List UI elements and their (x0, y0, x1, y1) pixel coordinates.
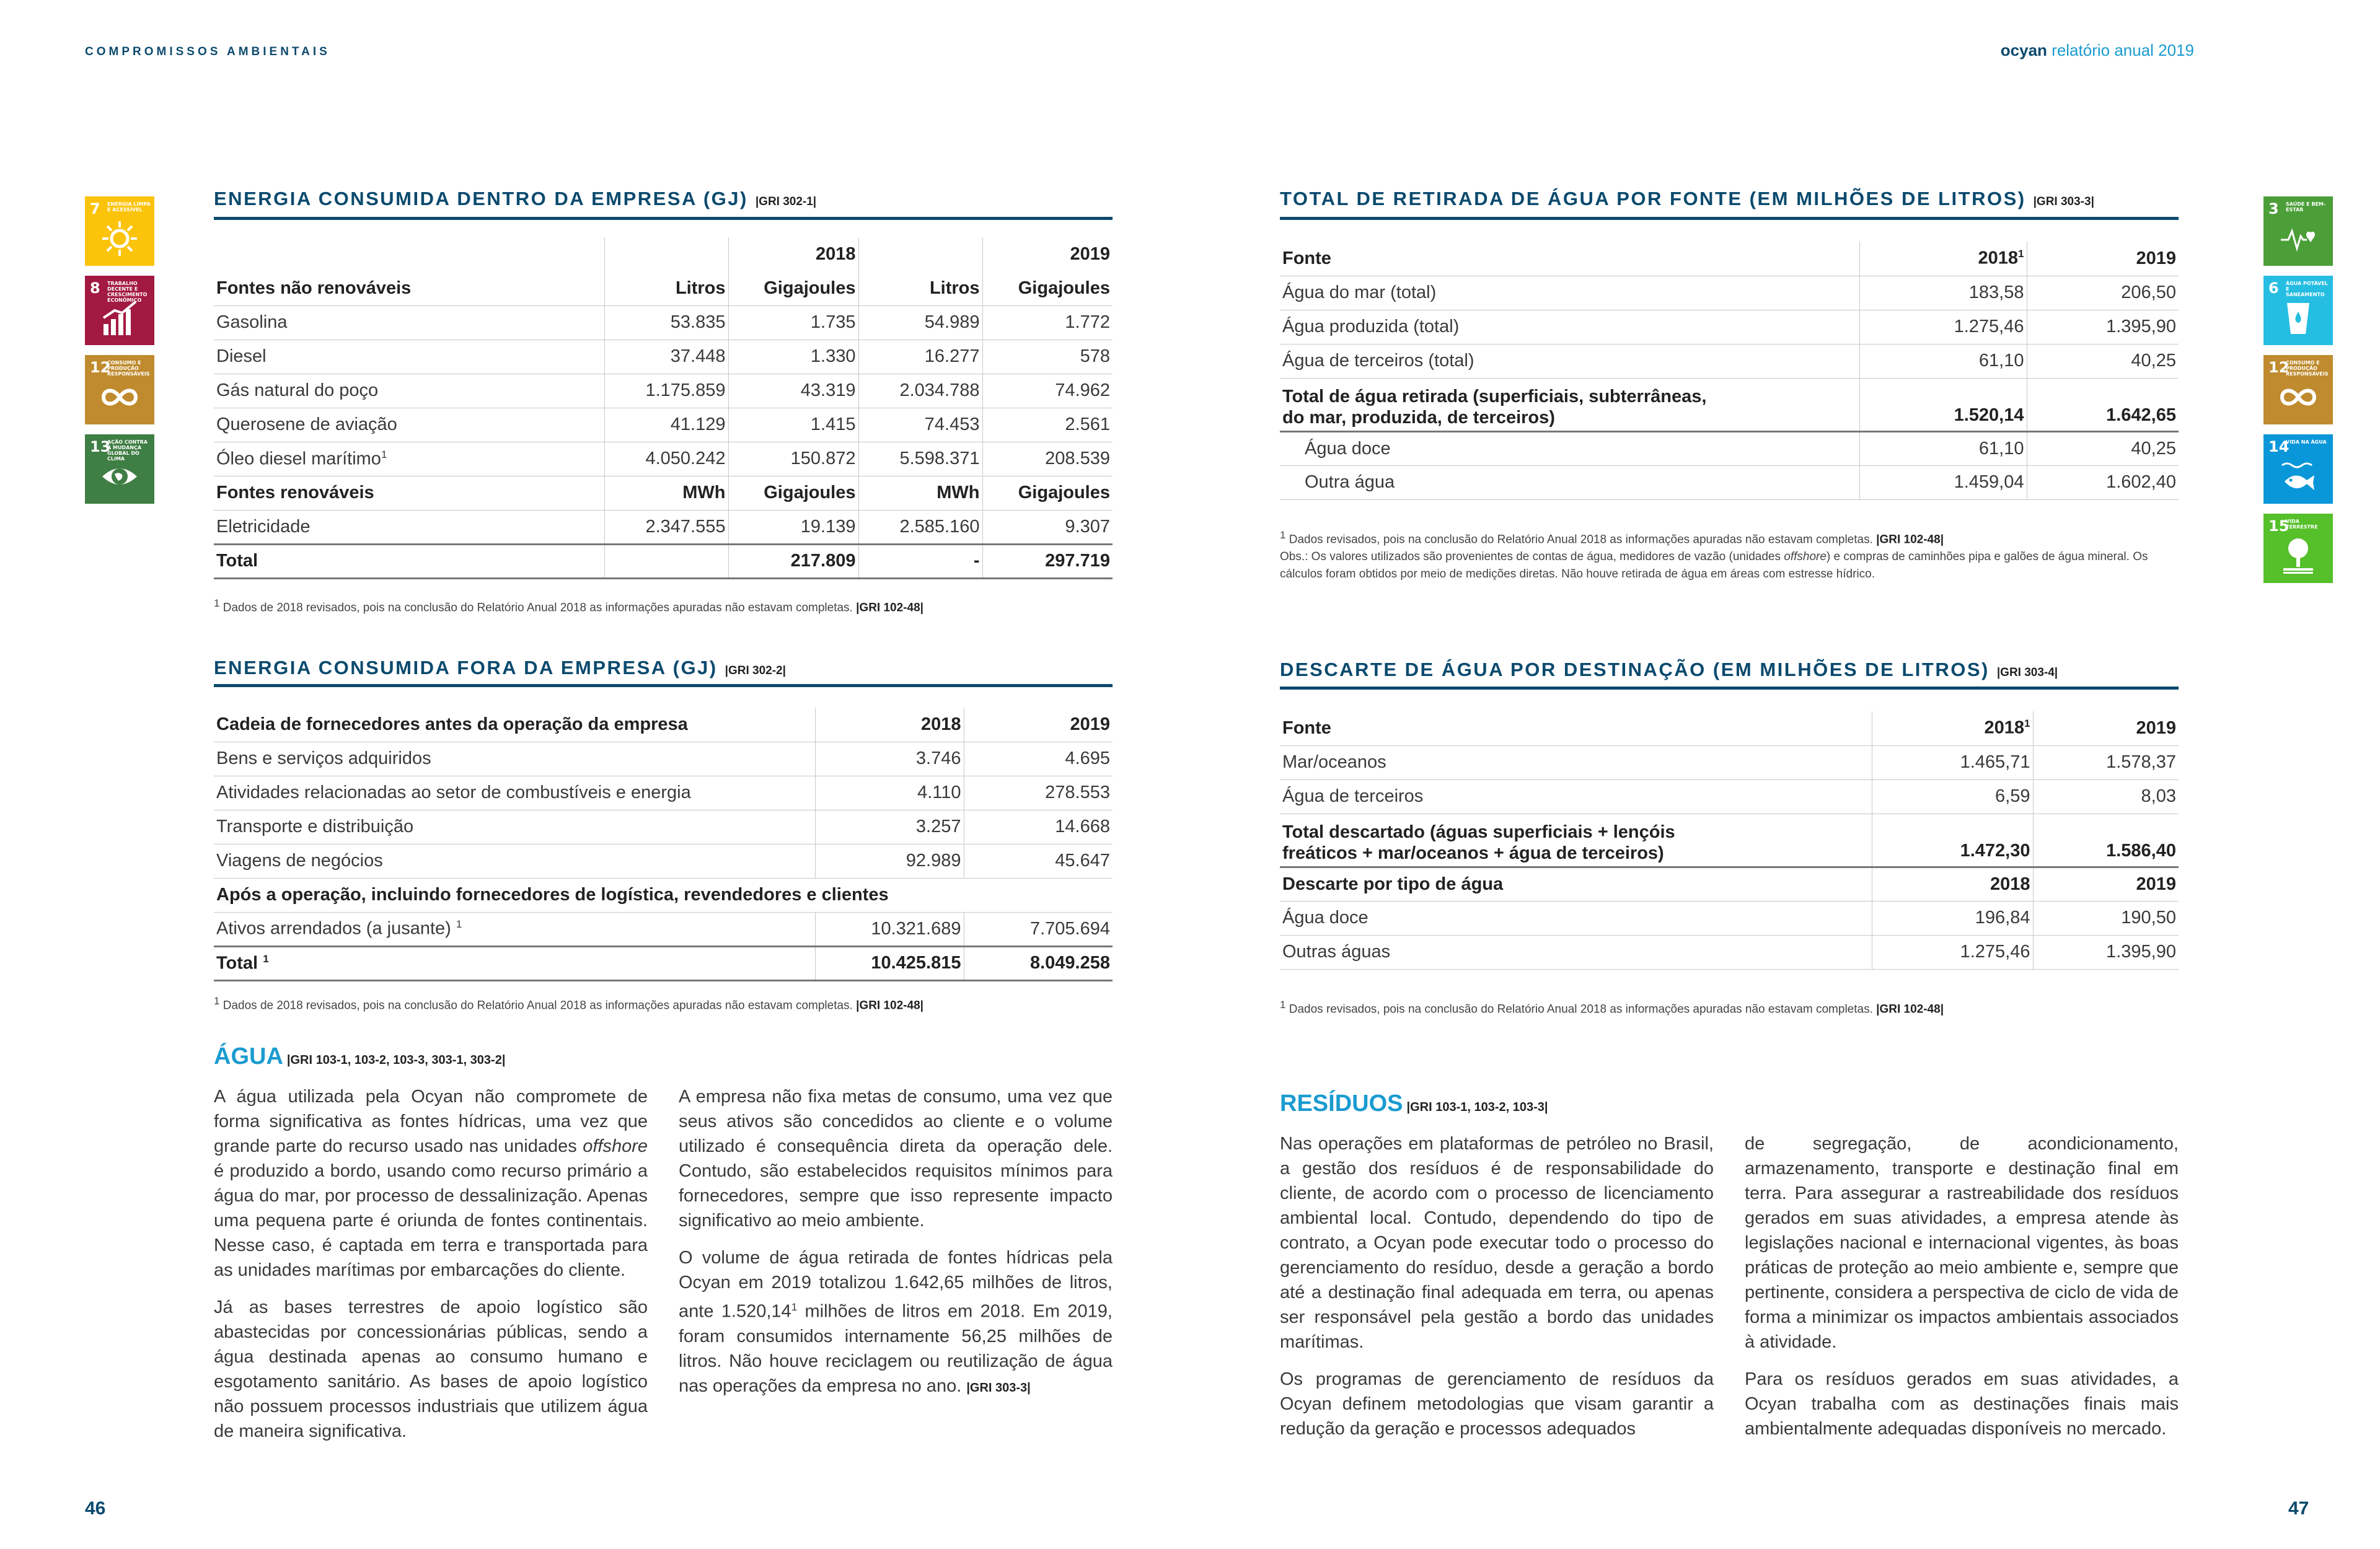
residuos-gri: |GRI 103-1, 103-2, 103-3| (1406, 1100, 1548, 1114)
sdg-label: SAÚDE E BEM-ESTAR (2286, 201, 2326, 213)
agua-p4a: O volume de água retirada de fontes hídricas pela Ocyan em 2019 totalizou 1.642,65 milhões de litros, ante 1.520,14 (679, 1248, 1113, 1322)
t3-note-gri: |GRI 102-48| (1876, 533, 1944, 546)
sdg-label: ENERGIA LIMPA E ACESSÍVEL (107, 201, 151, 213)
t4-col-header: 2019 (2033, 711, 2179, 745)
t3-obs (1280, 548, 2179, 583)
cell: 196,84 (1872, 901, 2033, 935)
agua-p4-gri: |GRI 303-3| (966, 1380, 1031, 1395)
t3-col-header: Fonte (1280, 242, 1859, 276)
cell: Água do mar (total) (1280, 276, 1859, 310)
table-row (214, 408, 1113, 442)
cell-sup: 1 (381, 448, 387, 460)
t3-title-text: TOTAL DE RETIRADA DE ÁGUA POR FONTE (EM MILHÕES DE LITROS) (1280, 188, 2026, 209)
cell: 2.561 (982, 408, 1113, 442)
t1-col-header: Fontes renováveis (214, 476, 604, 510)
total-line-2: freáticos + mar/oceanos + água de terceiros) (1282, 843, 1664, 863)
t1-note-gri: |GRI 102-48| (856, 601, 923, 615)
sdg-number: 12 (2268, 359, 2290, 376)
t3-note-sup: 1 (1280, 529, 1286, 541)
t2-note-gri: |GRI 102-48| (856, 999, 923, 1012)
t4-note (1280, 996, 1944, 1018)
cell: Mar/oceanos (1280, 745, 1872, 779)
year-text: 2018 (1978, 248, 2019, 269)
year-text: 2018 (1984, 718, 2025, 739)
cell: 183,58 (1859, 276, 2027, 310)
t1-header-2 (214, 476, 1113, 510)
cell: 1.395,90 (2027, 310, 2179, 344)
cell: 208.539 (982, 442, 1113, 476)
table-row (1280, 745, 2179, 779)
sdg-number: 15 (2268, 517, 2290, 535)
cell: 53.835 (604, 305, 728, 340)
cell: 1.642,65 (2027, 378, 2179, 431)
t2-col-header: Cadeia de fornecedores antes da operação da empresa (214, 708, 815, 742)
agua-p2: Já as bases terrestres de apoio logístico são abastecidas por concessionárias públicas, sendo a água destinada apenas ao consumo humano e esgotamento sanitário. As bases de apoio logístico não possuem processos industriais que utilizem água de maneira significativa. (214, 1297, 648, 1441)
agua-gri: |GRI 103-1, 103-2, 103-3, 303-1, 303-2| (286, 1053, 506, 1067)
t2-total-row (214, 946, 1113, 980)
sdg-label: TRABALHO DECENTE E CRESCIMENTO ECONÔMICO (107, 281, 148, 303)
agua-col-1 (214, 1084, 648, 1456)
cell-text: Total (216, 953, 258, 973)
t1-header-1 (214, 271, 1113, 305)
cell: 74.453 (858, 408, 982, 442)
table-row (1280, 465, 2179, 499)
table-row (1280, 344, 2179, 378)
cell (604, 544, 728, 578)
table-row (1280, 901, 2179, 935)
cell: 1.330 (728, 340, 858, 374)
t1-note (214, 595, 923, 617)
agua-p1 (214, 1084, 648, 1283)
t1-col-header: Litros (858, 271, 982, 305)
table-row (214, 374, 1113, 408)
t3-col-header: 2019 (2027, 242, 2179, 276)
cell-sup: 1 (263, 952, 269, 965)
t1-gri: |GRI 302-1| (755, 195, 817, 208)
residuos-heading (1280, 1090, 1548, 1117)
cell: 217.809 (728, 544, 858, 578)
t2-col-header: 2019 (964, 708, 1113, 742)
t3-title (1280, 188, 2094, 210)
cell: 7.705.694 (964, 912, 1113, 946)
cell: 2.034.788 (858, 374, 982, 408)
cell (214, 946, 815, 980)
t1-year-2018: 2018 (728, 237, 858, 271)
sdg-label: CONSUMO E PRODUÇÃO RESPONSÁVEIS (107, 360, 150, 377)
cell: 19.139 (728, 510, 858, 544)
t1-note-sup: 1 (214, 597, 220, 609)
sdg-number: 13 (90, 438, 111, 455)
report-name: relatório anual 2019 (2052, 41, 2194, 59)
t4-header (1280, 711, 2179, 745)
cell: 1.459,04 (1859, 465, 2027, 499)
cell-sup: 1 (456, 918, 462, 931)
sdg-label: VIDA TERRESTRE (2286, 519, 2318, 530)
t3-obs-italic: offshore (1784, 550, 1827, 564)
t4-col-header: Fonte (1280, 711, 1872, 745)
table-row (1280, 779, 2179, 814)
agua-heading (214, 1043, 505, 1070)
cell: Água de terceiros (1280, 779, 1872, 814)
cell: 41.129 (604, 408, 728, 442)
cell (214, 912, 815, 946)
page-number-right: 47 (2288, 1498, 2309, 1519)
sdg-number: 6 (2268, 279, 2279, 297)
sdg-label: ÁGUA POTÁVEL E SANEAMENTO (2286, 281, 2328, 297)
t4-title (1280, 659, 2058, 681)
cell: 43.319 (728, 374, 858, 408)
cell: 297.719 (982, 544, 1113, 578)
t3-col-header (1859, 242, 2027, 276)
cell: Bens e serviços adquiridos (214, 742, 815, 776)
cell: 4.050.242 (604, 442, 728, 476)
cell: 45.647 (964, 844, 1113, 878)
cell: 61,10 (1859, 344, 2027, 378)
cell: 1.520,14 (1859, 378, 2027, 431)
cell: 1.275,46 (1872, 935, 2033, 969)
page-number-left: 46 (85, 1498, 106, 1519)
residuos-col-1 (1280, 1131, 1714, 1454)
cell: 1.602,40 (2027, 465, 2179, 499)
cell: 5.598.371 (858, 442, 982, 476)
total-line-1: Total de água retirada (superficiais, subterrâneas, (1282, 386, 1707, 406)
sdg-6-badge (2263, 276, 2333, 345)
table-row (214, 742, 1113, 776)
agua-p4-sup: 1 (791, 1301, 798, 1313)
agua-p1a: A água utilizada pela Ocyan não compromete de forma significativa as fontes hídricas, uma vez que grande parte do recurso usado nas unidades (214, 1087, 648, 1156)
t2-section-header: Após a operação, incluindo fornecedores de logística, revendedores e clientes (214, 878, 1113, 912)
residuos-p4: Para os resíduos gerados em suas atividades, a Ocyan trabalha com as destinações finais mais ambientalmente adequadas disponíveis no mercado. (1745, 1369, 2179, 1439)
cell: Eletricidade (214, 510, 604, 544)
report-header (2001, 41, 2194, 60)
t2-table (214, 708, 1113, 981)
sdg-label: VIDA NA ÁGUA (2286, 439, 2327, 445)
brand-name: ocyan (2000, 41, 2047, 59)
t3-note-text: Dados revisados, pois na conclusão do Relatório Anual 2018 as informações apuradas não estavam completas. (1289, 533, 1873, 546)
residuos-col-2 (1745, 1131, 2179, 1454)
t2-header-2 (214, 878, 1113, 912)
cell: Água doce (1280, 431, 1859, 465)
cell: 578 (982, 340, 1113, 374)
t1-col-header: Gigajoules (982, 476, 1113, 510)
t3-header (1280, 242, 2179, 276)
t1-col-header: Gigajoules (728, 476, 858, 510)
t4-title-text: DESCARTE DE ÁGUA POR DESTINAÇÃO (EM MILHÕES DE LITROS) (1280, 659, 1990, 680)
table-row (214, 810, 1113, 844)
residuos-title: RESÍDUOS (1280, 1090, 1403, 1117)
cell-text: Óleo diesel marítimo (216, 449, 381, 469)
cell: 61,10 (1859, 431, 2027, 465)
cell: 16.277 (858, 340, 982, 374)
cell: Viagens de negócios (214, 844, 815, 878)
cell: Querosene de aviação (214, 408, 604, 442)
t2-note-text: Dados de 2018 revisados, pois na conclusão do Relatório Anual 2018 as informações apuradas não estavam completas. (223, 999, 853, 1012)
cell: Outra água (1280, 465, 1859, 499)
residuos-p2: Os programas de gerenciamento de resíduos da Ocyan definem metodologias que visam garantir a redução da geração e processos adequados (1280, 1369, 1714, 1439)
sdg-12-badge (2263, 355, 2333, 424)
table-row (1280, 276, 2179, 310)
t3-obs-a: Obs.: Os valores utilizados são provenientes de contas de água, medidores de vazão (unidades (1280, 550, 1784, 564)
t3-rule (1280, 217, 2179, 220)
agua-p4 (679, 1245, 1113, 1400)
sdg-14-badge (2263, 434, 2333, 504)
t4-col-header: 2018 (1872, 867, 2033, 901)
t1-year-row (214, 237, 1113, 271)
t2-header-1 (214, 708, 1113, 742)
cell: 54.989 (858, 305, 982, 340)
cell: 1.275,46 (1859, 310, 2027, 344)
cell: 40,25 (2027, 431, 2179, 465)
t3-note (1280, 527, 2179, 583)
cell: 278.553 (964, 776, 1113, 810)
cell: Diesel (214, 340, 604, 374)
t2-gri: |GRI 302-2| (725, 664, 786, 677)
residuos-p1: Nas operações em plataformas de petróleo no Brasil, a gestão dos resíduos é de responsabilidade do cliente, de acordo com o processo de licenciamento ambiental local. Contudo, dependendo do tipo de contrato, a Ocyan pode executar todo o processo do gerenciamento do resíduo, desde a geração a bordo até a destinação final adequada em terra, ou apenas ser responsável pela gestão a bordo das unidades marítimas. (1280, 1134, 1714, 1352)
t4-rule (1280, 687, 2179, 690)
sdg-number: 12 (90, 359, 111, 376)
cell: 150.872 (728, 442, 858, 476)
cell: 4.695 (964, 742, 1113, 776)
t3-total-row (1280, 378, 2179, 431)
table-row (214, 340, 1113, 374)
cell: Transporte e distribuição (214, 810, 815, 844)
t4-header-2 (1280, 867, 2179, 901)
sdg-label: AÇÃO CONTRA A MUDANÇA GLOBAL DO CLIMA (107, 439, 148, 462)
t1-note-text: Dados de 2018 revisados, pois na conclusão do Relatório Anual 2018 as informações apuradas não estavam completas. (223, 601, 853, 615)
year-sup: 1 (2018, 248, 2024, 260)
t3-obs-b: ) e compras de caminhões pipa e galões de água mineral. Os cálculos foram obtidos por meio de medições diretas. Não houve retirada de água em áreas com estresse hídrico. (1280, 550, 2148, 581)
agua-p4b: milhões de litros em 2018. Em 2019, foram consumidos internamente 56,25 milhões de litros. Não houve reciclagem ou reutilização de água nas operações da empresa no ano. (679, 1301, 1113, 1396)
t1-col-header: Gigajoules (982, 271, 1113, 305)
cell: 9.307 (982, 510, 1113, 544)
cell (1280, 814, 1872, 867)
table-row (214, 844, 1113, 878)
cell (214, 442, 604, 476)
t3-note-line (1280, 527, 2179, 548)
t1-col-header: MWh (604, 476, 728, 510)
cell: Água produzida (total) (1280, 310, 1859, 344)
cell: 1.586,40 (2033, 814, 2179, 867)
sdg-8-badge (85, 276, 154, 345)
cell: 92.989 (815, 844, 964, 878)
total-line-2: do mar, produzida, de terceiros) (1282, 407, 1555, 428)
cell: Água de terceiros (total) (1280, 344, 1859, 378)
t1-title (214, 188, 816, 210)
sdg-number: 8 (90, 279, 100, 297)
cell: 74.962 (982, 374, 1113, 408)
cell: 3.257 (815, 810, 964, 844)
t4-note-gri: |GRI 102-48| (1876, 1003, 1944, 1016)
t4-col-header: Descarte por tipo de água (1280, 867, 1872, 901)
cell: 1.578,37 (2033, 745, 2179, 779)
sdg-3-badge (2263, 196, 2333, 266)
cell: 1.395,90 (2033, 935, 2179, 969)
t2-col-header: 2018 (815, 708, 964, 742)
cell: 2.585.160 (858, 510, 982, 544)
t1-col-header: Gigajoules (728, 271, 858, 305)
table-row (214, 305, 1113, 340)
t4-total-row (1280, 814, 2179, 867)
agua-title: ÁGUA (214, 1043, 283, 1069)
cell: 206,50 (2027, 276, 2179, 310)
t2-title-text: ENERGIA CONSUMIDA FORA DA EMPRESA (GJ) (214, 657, 718, 678)
cell: Atividades relacionadas ao setor de combustíveis e energia (214, 776, 815, 810)
table-row (214, 442, 1113, 476)
t1-col-header: Fontes não renováveis (214, 271, 604, 305)
t4-gri: |GRI 303-4| (1996, 666, 2058, 679)
cell: 3.746 (815, 742, 964, 776)
cell: Água doce (1280, 901, 1872, 935)
cell: Gás natural do poço (214, 374, 604, 408)
table-row (214, 510, 1113, 544)
t2-note (214, 993, 923, 1014)
cell: 190,50 (2033, 901, 2179, 935)
t1-col-header: Litros (604, 271, 728, 305)
t4-note-text: Dados revisados, pois na conclusão do Relatório Anual 2018 as informações apuradas não estavam completas. (1289, 1003, 1873, 1016)
cell (1280, 378, 1859, 431)
table-row (214, 776, 1113, 810)
cell: 1.415 (728, 408, 858, 442)
t4-col-header (1872, 711, 2033, 745)
cell: Outras águas (1280, 935, 1872, 969)
t1-year-2019: 2019 (982, 237, 1113, 271)
sdg-label: CONSUMO E PRODUÇÃO RESPONSÁVEIS (2286, 360, 2329, 377)
t1-total-row (214, 544, 1113, 578)
sdg-7-badge (85, 196, 154, 266)
cell: 1.472,30 (1872, 814, 2033, 867)
year-sup: 1 (2024, 717, 2030, 730)
cell: 2.347.555 (604, 510, 728, 544)
agua-p3: A empresa não fixa metas de consumo, uma vez que seus ativos são concedidos ao cliente e o volume utilizado é consequência direta da operação dele. Contudo, são estabelecidos requisitos mínimos para fornecedores, sempre que isso represente impacto significativo ao meio ambiente. (679, 1087, 1113, 1231)
t3-gri: |GRI 303-3| (2033, 195, 2094, 208)
t1-table (214, 237, 1113, 579)
cell: 8,03 (2033, 779, 2179, 814)
t2-title (214, 657, 786, 679)
residuos-p3: de segregação, de acondicionamento, armazenamento, transporte e destinação final em terra. Para assegurar a rastreabilidade dos resíduos gerados em suas atividades, a empresa atende às legislações nacional e internacional vigentes, às boas práticas de proteção ao meio ambiente e, sempre que pertinente, considera a perspectiva de ciclo de vida de forma a minimizar os impactos ambientais associados à atividade. (1745, 1134, 2179, 1352)
cell: 10.425.815 (815, 946, 964, 980)
t4-table (1280, 711, 2179, 970)
sdg-13-badge (85, 434, 154, 504)
cell: 40,25 (2027, 344, 2179, 378)
cell: 1.465,71 (1872, 745, 2033, 779)
t1-title-text: ENERGIA CONSUMIDA DENTRO DA EMPRESA (GJ) (214, 188, 748, 209)
t1-rule (214, 217, 1113, 220)
cell: 8.049.258 (964, 946, 1113, 980)
cell: 37.448 (604, 340, 728, 374)
table-row (214, 912, 1113, 946)
agua-p1b: é produzido a bordo, usando como recurso primário a água do mar, por processo de dessalinização. Apenas uma pequena parte é oriunda de fontes continentais. Nesse caso, é captada em terra e transportada para as unidades marítimas por embarcações do cliente. (214, 1161, 648, 1280)
t4-note-sup: 1 (1280, 999, 1286, 1011)
section-header: COMPROMISSOS AMBIENTAIS (85, 45, 330, 58)
total-line-1: Total descartado (águas superficiais + lençóis (1282, 822, 1675, 842)
t2-rule (214, 684, 1113, 687)
table-row (1280, 310, 2179, 344)
t2-note-sup: 1 (214, 995, 220, 1007)
t1-col-header: MWh (858, 476, 982, 510)
cell-text: Ativos arrendados (a jusante) (216, 918, 451, 939)
cell: 1.735 (728, 305, 858, 340)
agua-p1-italic: offshore (583, 1136, 648, 1156)
t4-col-header: 2019 (2033, 867, 2179, 901)
cell: Total (214, 544, 604, 578)
sdg-number: 14 (2268, 438, 2290, 455)
agua-col-2 (679, 1084, 1113, 1413)
sdg-number: 7 (90, 200, 100, 217)
cell: - (858, 544, 982, 578)
cell: 4.110 (815, 776, 964, 810)
cell: 14.668 (964, 810, 1113, 844)
cell: Gasolina (214, 305, 604, 340)
sdg-number: 3 (2268, 200, 2279, 217)
cell: 1.175.859 (604, 374, 728, 408)
cell: 6,59 (1872, 779, 2033, 814)
table-row (1280, 935, 2179, 969)
sdg-15-badge (2263, 514, 2333, 583)
table-row (1280, 431, 2179, 465)
cell: 1.772 (982, 305, 1113, 340)
cell: 10.321.689 (815, 912, 964, 946)
t3-table (1280, 242, 2179, 500)
sdg-12-badge (85, 355, 154, 424)
